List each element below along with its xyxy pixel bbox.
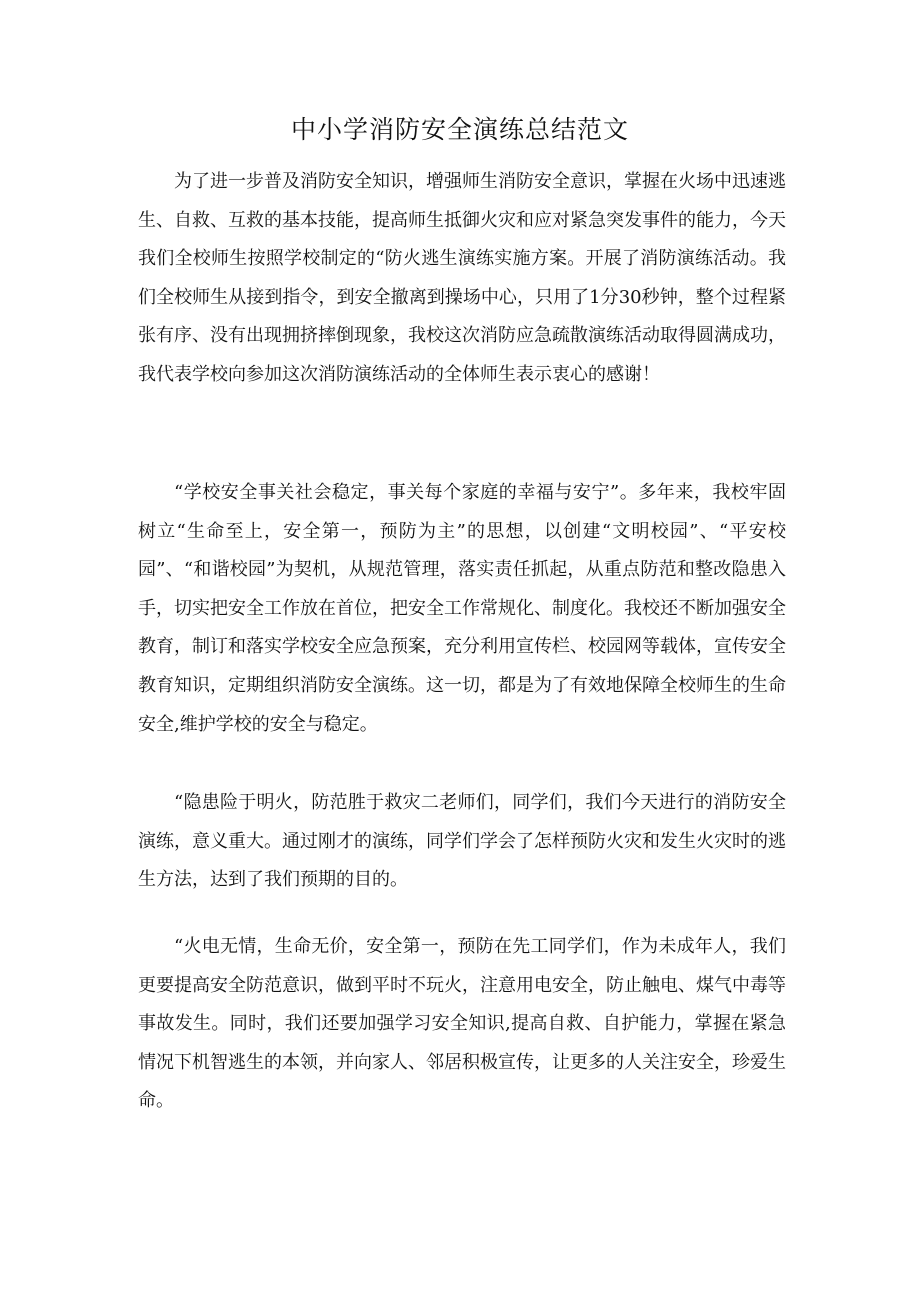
paragraph-intro: 为了进一步普及消防安全知识，增强师生消防安全意识，掌握在火场中迅速逃生、自救、互救的基本技能，提高师生抵御火灾和应对紧急突发事件的能力，今天我们全校师生按照学校制定的“防火逃生演练实施方案。开展了消防演练活动。我们全校师生从接到指令，到安全撤离到操场中心，只用了1分30秒钟，整个过程紧张有序、没有出现拥挤摔倒现象，我校这次消防应急疏散演练活动取得圆满成功，我代表学校向参加这次消防演练活动的全体师生表示衷心的感谢！ bbox=[138, 171, 786, 385]
paragraph-school-safety: “学校安全事关社会稳定，事关每个家庭的幸福与安宁”。多年来，我校牢固树立“生命至上，安全第一，预防为主”的思想，以创建“文明校园”、“平安校园”、“和谐校园”为契机，从规范管理，落实责任抓起，从重点防范和整改隐患入手，切实把安全工作放在首位，把安全工作常规化、制度化。我校还不断加强安全教育，制订和落实学校安全应急预案，充分利用宣传栏、校园网等载体，宣传安全教育知识，定期组织消防安全演练。这一切，都是为了有效地保障全校师生的生命安全,维护学校的安全与稳定。 bbox=[138, 482, 786, 735]
paragraph-fire-electricity: “火电无情，生命无价，安全第一，预防在先工同学们，作为未成年人，我们更要提高安全防范意识，做到平时不玩火，注意用电安全，防止触电、煤气中毒等事故发生。同时，我们还要加强学习安全知识,提高自救、自护能力，掌握在紧急情况下机智逃生的本领，并向家人、邻居积极宣传，让更多的人关注安全，珍爱生命。 bbox=[138, 936, 786, 1112]
document-title: 中小学消防安全演练总结范文 bbox=[290, 115, 629, 144]
paragraph-hidden-danger: “隐患险于明火，防范胜于救灾二老师们，同学们，我们今天进行的消防安全演练，意义重大。通过刚才的演练，同学们学会了怎样预防火灾和发生火灾时的逃生方法，达到了我们预期的目的。 bbox=[138, 792, 786, 891]
